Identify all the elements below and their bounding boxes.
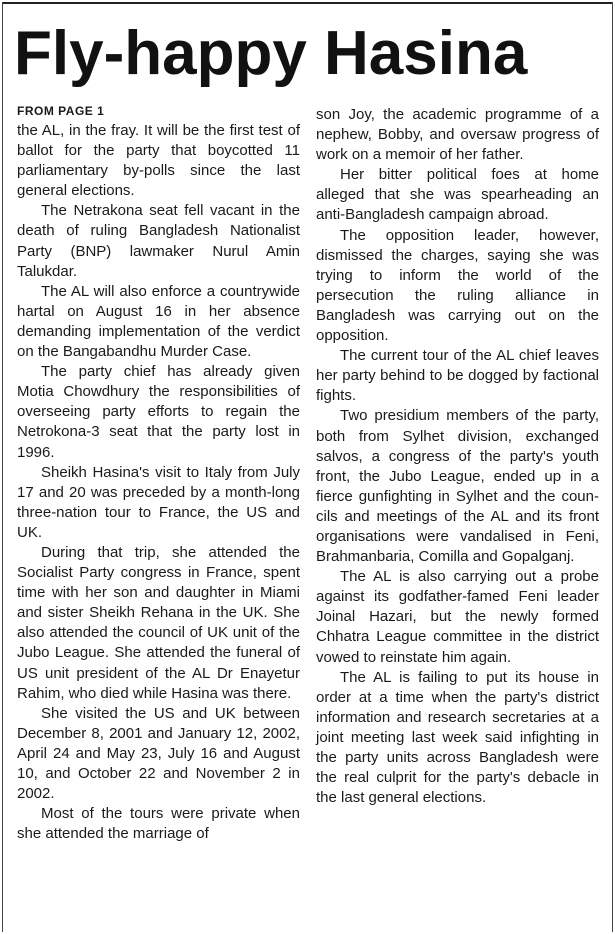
paragraph: The AL will also enforce a countrywide hartal on August 16 in her absence demanding implementation of the verdict on the Bangabandhu Murder Case. bbox=[17, 282, 300, 361]
paragraph: During that trip, she attended the Socialist Party congress in France, spent time with her son and daughter in Miami and sister Sheikh Rehana in the UK. She also attended the council of UK unit of the Jubo League. She attended the funeral of US unit president of the AL Dr Enayetur Rahim, who died while Hasina was there. bbox=[17, 543, 300, 702]
paragraph: Her bitter political foes at home alleged that she was spearheading an anti-Bangladesh campaign abroad. bbox=[316, 166, 599, 224]
headline: Fly-happy Hasina bbox=[14, 19, 528, 88]
paragraph: The current tour of the AL chief leaves her party behind to be dogged by factional fights. bbox=[316, 347, 599, 405]
right-border-rule bbox=[612, 2, 613, 932]
paragraph: the AL, in the fray. It will be the first test of ballot for the party that boycotted 11 parliamentary by-polls since the last general elections. bbox=[17, 122, 300, 200]
paragraph: The AL is failing to put its house in order at a time when the party's district information and research secretaries at a joint meeting last week said infighting in the party units across Bangladesh were the real culprit for the party's debacle in the last general elections. bbox=[316, 668, 599, 807]
paragraph: The opposition leader, however, dismissed the charges, saying she was trying to inform the world of the persecution the ruling alliance in Bangladesh was carrying out on the opposition. bbox=[316, 226, 599, 345]
paragraph: She visited the US and UK between December 8, 2001 and January 12, 2002, April 24 and May 23, July 16 and August 10, and October 22 and November 2 in 2002. bbox=[17, 704, 300, 803]
paragraph: The party chief has already given Motia Chowdhury the responsibilities of overseeing party efforts to regain the Netrokona-3 seat that the party lost in 1996. bbox=[17, 363, 300, 461]
paragraph: Sheikh Hasina's visit to Italy from July 17 and 20 was preceded by a month-long three-nation tour to France, the US and UK. bbox=[17, 463, 300, 541]
paragraph: Most of the tours were private when she attended the marriage of bbox=[17, 805, 300, 843]
top-border-rule bbox=[2, 2, 613, 4]
article-column-left bbox=[17, 103, 300, 844]
paragraph: Two presidium members of the party, both from Sylhet division, exchanged salvos, a congress of the party's youth front, the Jubo League, ended up in a fierce gunfighting in Sylhet and the councils and meetings of the AL and its front organisations were vandalised in Feni, Brahmanbaria, Comilla and Gopalganj. bbox=[316, 407, 599, 566]
paragraph: The Netrakona seat fell vacant in the death of ruling Bangladesh Nationalist Party (BNP) lawmaker Nurul Amin Talukdar. bbox=[17, 202, 300, 280]
left-border-rule bbox=[2, 2, 3, 932]
dateline: FROM PAGE 1 bbox=[17, 104, 105, 118]
paragraph: The AL is also carrying out a probe against its godfather-famed Feni leader Joinal Hazari, but the newly formed Chhatra League committee in the district vowed to reinstate him again. bbox=[316, 568, 599, 666]
article-column-right bbox=[316, 105, 599, 808]
paragraph: son Joy, the academic programme of a nephew, Bobby, and oversaw progress of work on a memoir of her father. bbox=[316, 106, 599, 164]
